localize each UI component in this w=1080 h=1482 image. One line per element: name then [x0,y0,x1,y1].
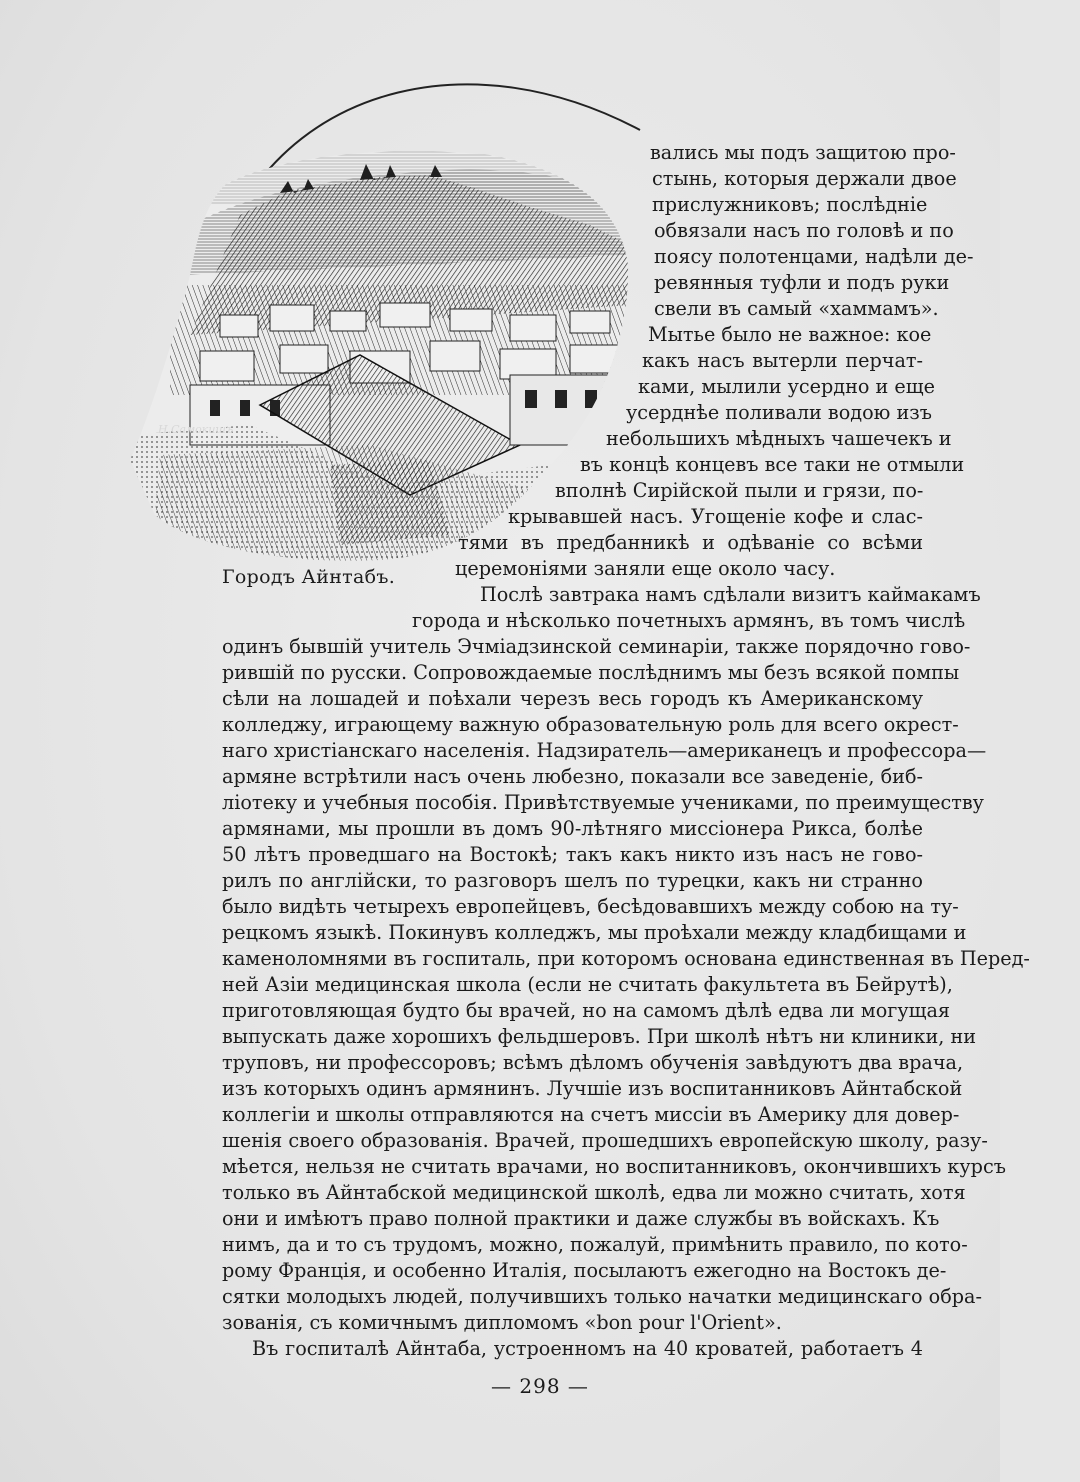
text-line: Въ госпиталѣ Айнтаба, устроенномъ на 40 кроватей, работаетъ 4 [252,1337,923,1360]
text-line: рилъ по англійски, то разговоръ шелъ по турецки, какъ ни странно [222,869,923,892]
text-line: было видѣть четырехъ европейцевъ, бесѣдовавшихъ между собою на ту- [222,895,959,918]
artist-signature: Н.Самокишъ [158,423,234,436]
text-line: рому Франція, и особенно Италія, посылаютъ ежегодно на Востокъ де- [222,1259,947,1282]
text-line: труповъ, ни профессоровъ; всѣмъ дѣломъ обученія завѣдуютъ два врача, [222,1051,964,1074]
text-line: только въ Айнтабской медицинской школѣ, едва ли можно считать, хотя [222,1181,966,1204]
text-line: армяне встрѣтили насъ очень любезно, показали все заведеніе, биб- [222,765,923,788]
text-line: выпускать даже хорошихъ фельдшеровъ. При школѣ нѣтъ ни клиники, ни [222,1025,977,1048]
text-line: сѣли на лошадей и поѣхали черезъ весь городъ къ Американскому [222,687,923,710]
text-line: ней Азіи медицинская школа (если не считать факультета въ Бейрутѣ), [222,973,953,996]
text-line: въ концѣ концевъ все таки не отмыли [580,453,965,476]
text-line: армянами, мы прошли въ домъ 90-лѣтняго миссіонера Рикса, болѣе [222,817,923,840]
text-line: крывавшей насъ. Угощеніе кофе и слас- [508,505,923,528]
text-line: обвязали насъ по головѣ и по [654,219,954,242]
page-number: — 298 — [491,1374,589,1398]
text-line: ліотеку и учебныя пособія. Привѣтствуемые учениками, по преимуществу [222,791,984,814]
text-line: церемоніями заняли еще около часу. [455,557,836,580]
text-line: свели въ самый «хаммамъ». [654,297,939,320]
text-line: Мытье было не важное: кое [648,323,932,346]
text-line: колледжу, играющему важную образовательную роль для всего окрест- [222,713,959,736]
text-line: небольшихъ мѣдныхъ чашечекъ и [606,427,952,450]
text-line: тями въ предбанникѣ и одѣваніе со всѣми [458,531,923,554]
text-line: наго христіанскаго населенія. Надзиратель—американецъ и профессора— [222,739,987,762]
text-line: зованія, съ комичнымъ дипломомъ «bon pour l'Orient». [222,1311,782,1334]
text-line: города и нѣсколько почетныхъ армянъ, въ томъ числѣ [412,609,966,632]
text-line: вполнѣ Сирійской пыли и грязи, по- [555,479,924,502]
text-line: вались мы подъ защитою про- [650,141,956,164]
text-line: какъ насъ вытерли перчат- [642,349,923,372]
text-line: нимъ, да и то съ трудомъ, можно, пожалуй, примѣнить правило, по кото- [222,1233,968,1256]
text-line: стынь, которыя держали двое [652,167,957,190]
text-line: ревянныя туфли и подъ руки [654,271,950,294]
text-line: коллегіи и школы отправляются на счетъ миссіи въ Америку для довер- [222,1103,960,1126]
text-line: прислужниковъ; послѣдніе [652,193,928,216]
text-line: одинъ бывшій учитель Эчміадзинской семинаріи, также порядочно гово- [222,635,971,658]
text-line: они и имѣютъ право полной практики и даже службы въ войскахъ. Къ [222,1207,940,1230]
text-line: поясу полотенцами, надѣли де- [654,245,974,268]
text-line: рившій по русски. Сопровождаемые послѣднимъ мы безъ всякой помпы [222,661,960,684]
text-line: мѣется, нельзя не считать врачами, но воспитанниковъ, окончившихъ курсъ [222,1155,1006,1178]
text-line: изъ которыхъ одинъ армянинъ. Лучшіе изъ воспитанниковъ Айнтабской [222,1077,963,1100]
text-line: рецкомъ языкѣ. Покинувъ колледжъ, мы проѣхали между кладбищами и [222,921,967,944]
text-line: 50 лѣтъ проведшаго на Востокѣ; такъ какъ никто изъ насъ не гово- [222,843,923,866]
text-line: приготовляющая будто бы врачей, но на самомъ дѣлѣ едва ли могущая [222,999,951,1022]
text-line: Послѣ завтрака намъ сдѣлали визитъ каймакамъ [480,583,981,606]
figure-caption: Городъ Айнтабъ. [222,566,396,588]
text-line: шенія своего образованія. Врачей, прошедшихъ европейскую школу, разу- [222,1129,988,1152]
text-line: усерднѣе поливали водою изъ [626,401,932,424]
text-line: ками, мылили усердно и еще [638,375,935,398]
text-line: сятки молодыхъ людей, получившихъ только начатки медицинскаго обра- [222,1285,982,1308]
text-line: каменоломнями въ госпиталь, при которомъ основана единственная въ Перед- [222,947,1030,970]
